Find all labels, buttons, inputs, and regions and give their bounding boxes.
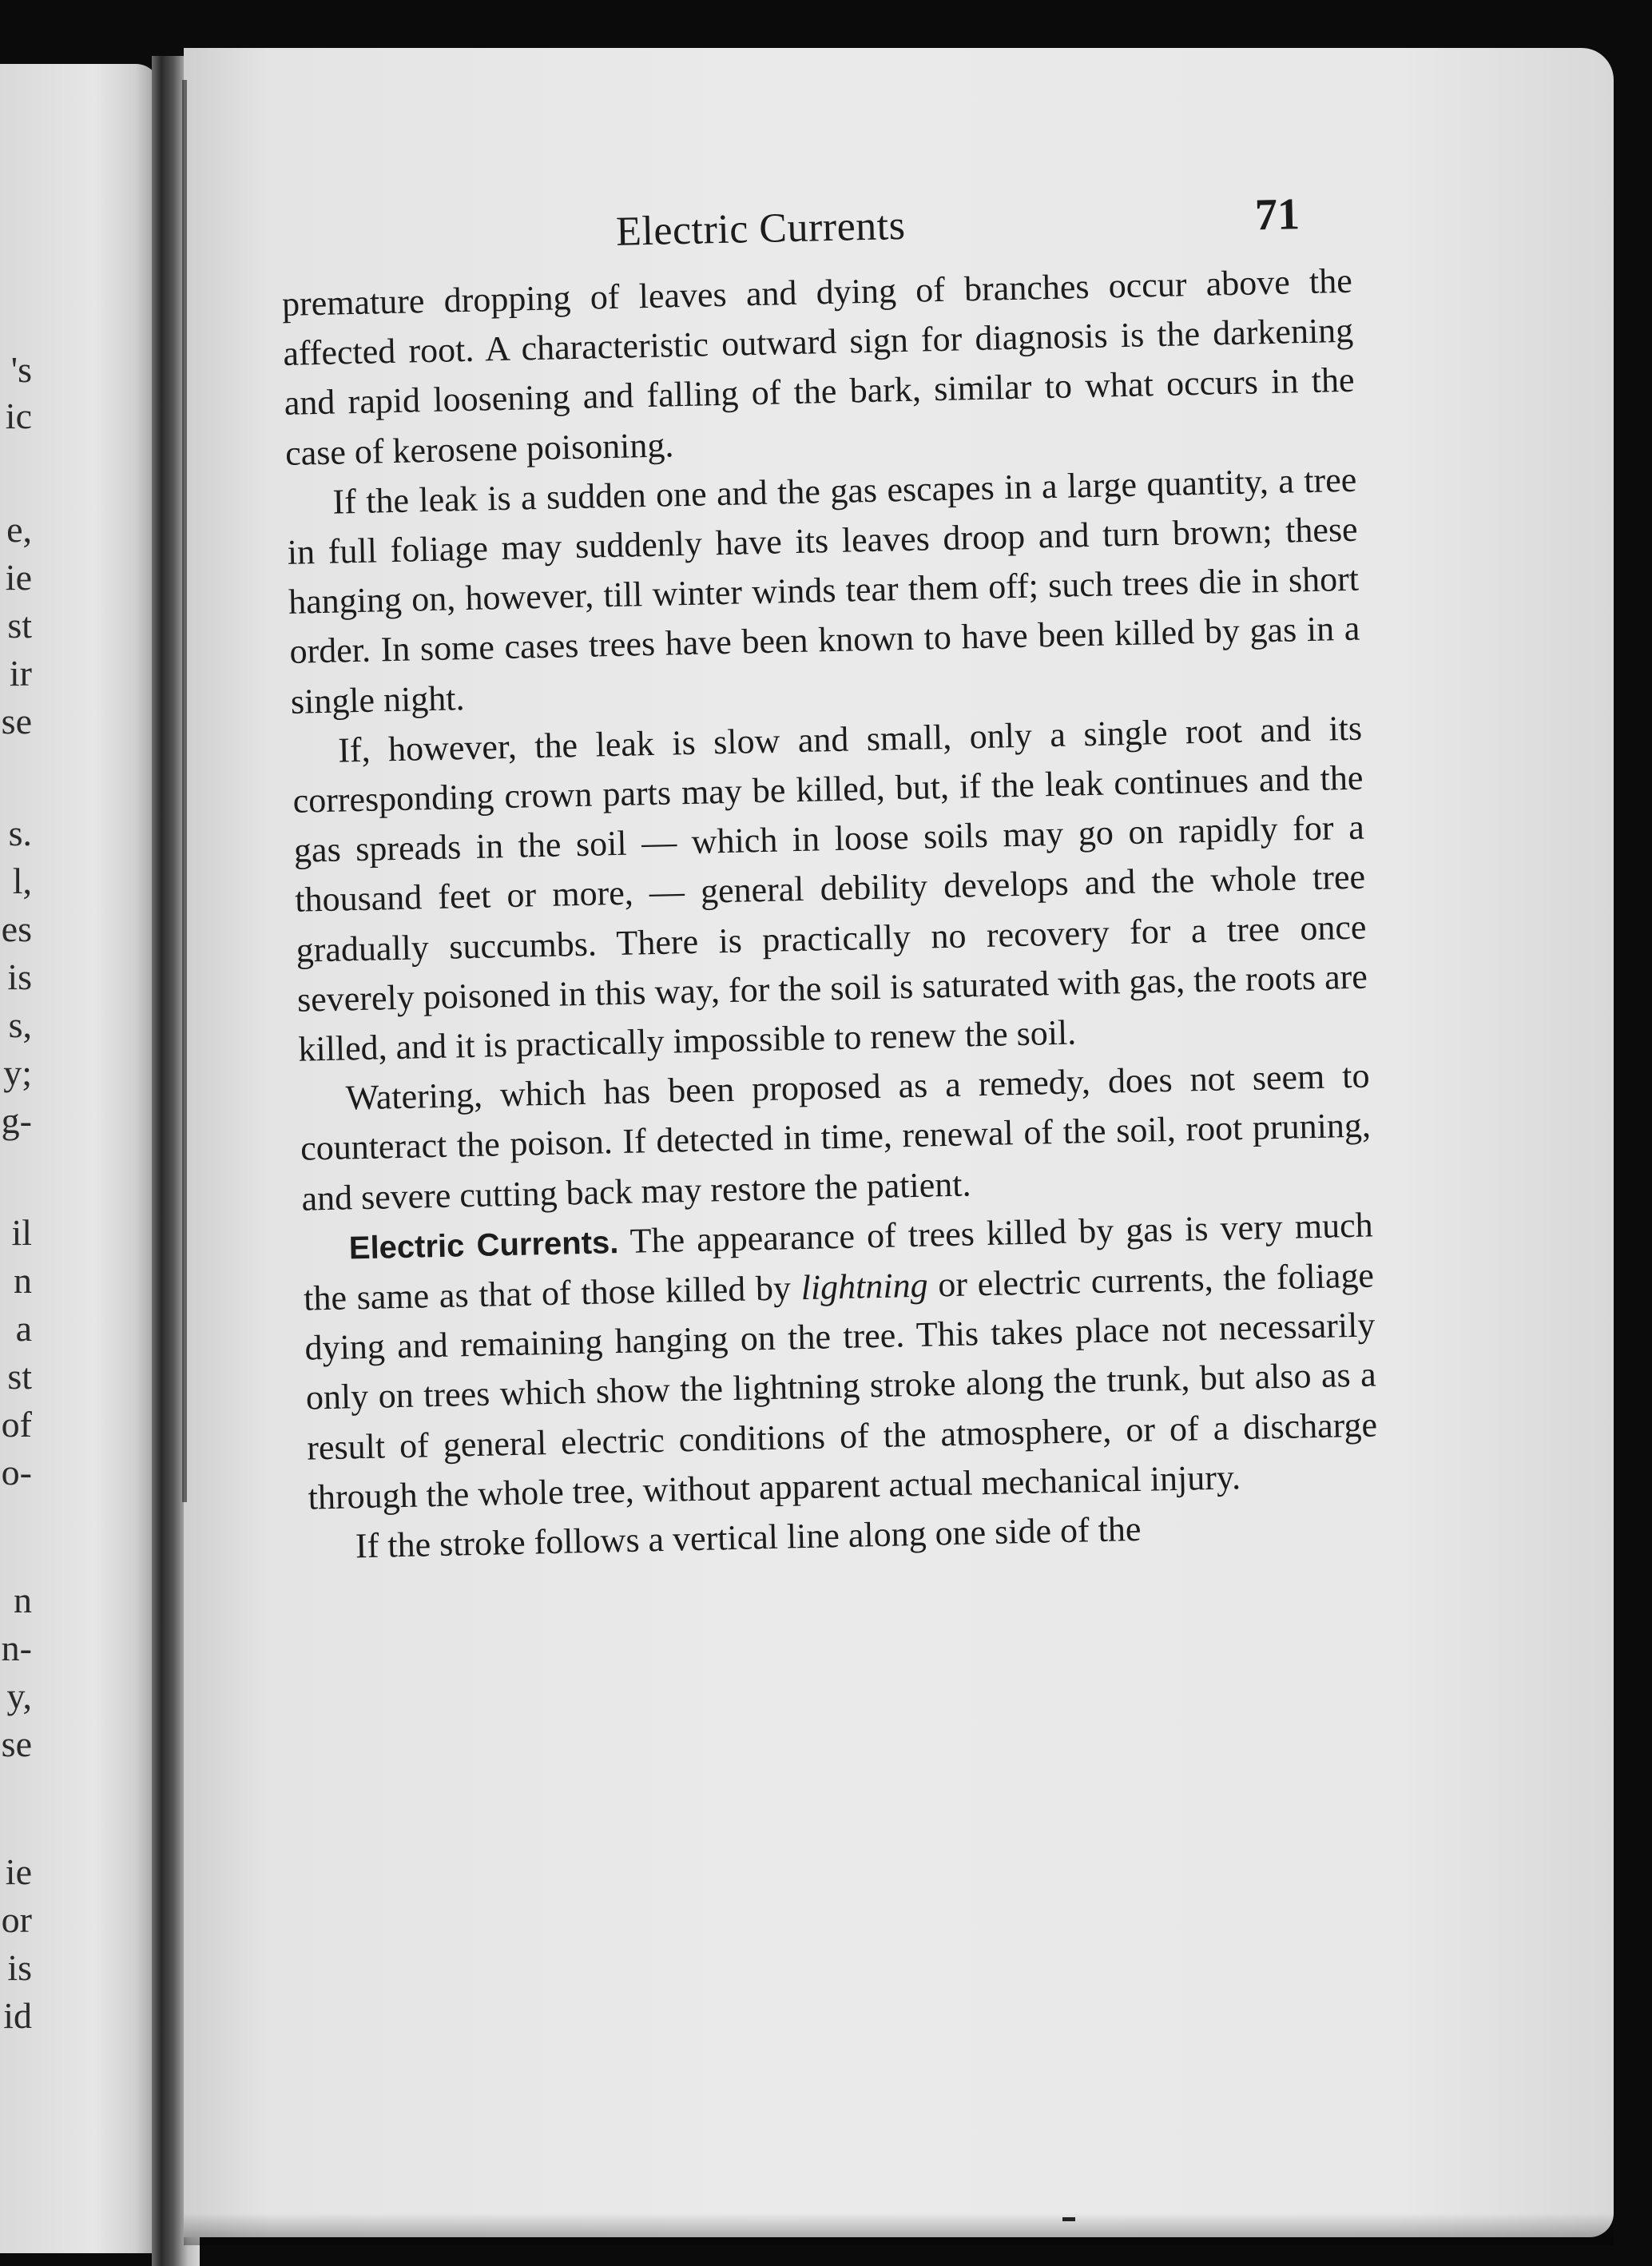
italic-term: lightning xyxy=(800,1265,929,1308)
left-page-text: s. xyxy=(8,813,32,853)
left-page-text: y, xyxy=(6,1676,32,1716)
left-page-text: il xyxy=(11,1212,32,1253)
paragraph: If the leak is a sudden one and the gas escapes in a large quantity, a tree in full foliage may suddenly have its leaves droop and turn brown; these hanging on, however, till winter winds tear them off; such trees die in short order. In some cases trees have been known to have been killed by gas in a single night. xyxy=(287,459,1360,722)
page-bottom-shadow xyxy=(184,2213,1614,2245)
paragraph: Watering, which has been proposed as a remedy, does not seem to counteract the poison. If detected in time, renewal of the soil, root pruning, and severe cutting back may restore the patient. xyxy=(300,1055,1372,1218)
running-title: Electric Currents xyxy=(615,202,906,255)
paragraph: If the stroke follows a vertical line along one side of the xyxy=(355,1509,1142,1566)
left-page-text: id xyxy=(3,1995,32,2036)
section-sidehead: Electric Currents. xyxy=(348,1224,619,1266)
left-page-text: o- xyxy=(1,1452,32,1493)
body-text xyxy=(281,256,1380,1572)
left-page-text: s, xyxy=(8,1004,32,1045)
left-page-text: ie xyxy=(5,1851,32,1892)
left-page-text: n xyxy=(14,1580,32,1620)
left-page-text: 's xyxy=(10,349,32,390)
left-page-text: y; xyxy=(3,1052,32,1093)
electric-currents-paragraph xyxy=(302,1200,1379,1522)
left-page-text: se xyxy=(1,701,32,741)
left-page-text: of xyxy=(1,1404,32,1445)
left-page-text: a xyxy=(15,1308,32,1349)
left-page-text: es xyxy=(1,908,32,949)
gutter-shadow xyxy=(182,80,187,1502)
left-page-text: or xyxy=(1,1899,32,1940)
paragraph-text: or electric currents, the foliage dying and remaining hanging on the tree. This takes place not necessarily only on trees which show the lightning stroke along the trunk, but also as a result of general electric conditions of the atmosphere, or of a discharge through the whole tree, without apparent actual mechanical injury. xyxy=(304,1255,1378,1517)
paragraph: If, however, the leak is slow and small, only a single root and its corresponding crown parts may be killed, but, if the leak continues and the gas spreads in the soil — which in loose soils may go on rapidly for a thousand feet or more, — general debility develops and the whole tree gradually succumbs. There is practically no recovery for a tree once severely poisoned in this way, for the soil is saturated with gas, the roots are killed, and it is practically impossible to renew the soil. xyxy=(292,708,1368,1069)
left-page-text: ie xyxy=(5,557,32,598)
left-page-text: e, xyxy=(6,509,32,550)
page-number: 71 xyxy=(1254,189,1301,241)
left-page-text: ic xyxy=(5,396,32,436)
paragraph-text: The appearance of trees killed by gas is very much the same as that of those killed by xyxy=(303,1205,1374,1318)
left-page-text: n xyxy=(14,1260,32,1301)
left-page-text: n- xyxy=(1,1628,32,1668)
left-page-text: st xyxy=(7,1356,32,1397)
left-page-text: is xyxy=(7,956,32,997)
page-text-block xyxy=(280,169,1380,1572)
left-page-text: se xyxy=(1,1723,32,1764)
left-page-text: st xyxy=(7,605,32,646)
printer-mark xyxy=(1062,2217,1075,2221)
previous-page-fragment xyxy=(0,64,160,2253)
left-page-text: is xyxy=(7,1947,32,1988)
left-page-text: g- xyxy=(1,1100,32,1141)
left-page-text: ir xyxy=(9,653,32,694)
paragraph: premature dropping of leaves and dying of branches occur above the affected root. A characteristic outward sign for diagnosis is the darkening and rapid loosening and falling of the bark, similar to what occurs in the case of kerosene poisoning. xyxy=(281,260,1355,473)
left-page-text: l, xyxy=(12,861,32,901)
